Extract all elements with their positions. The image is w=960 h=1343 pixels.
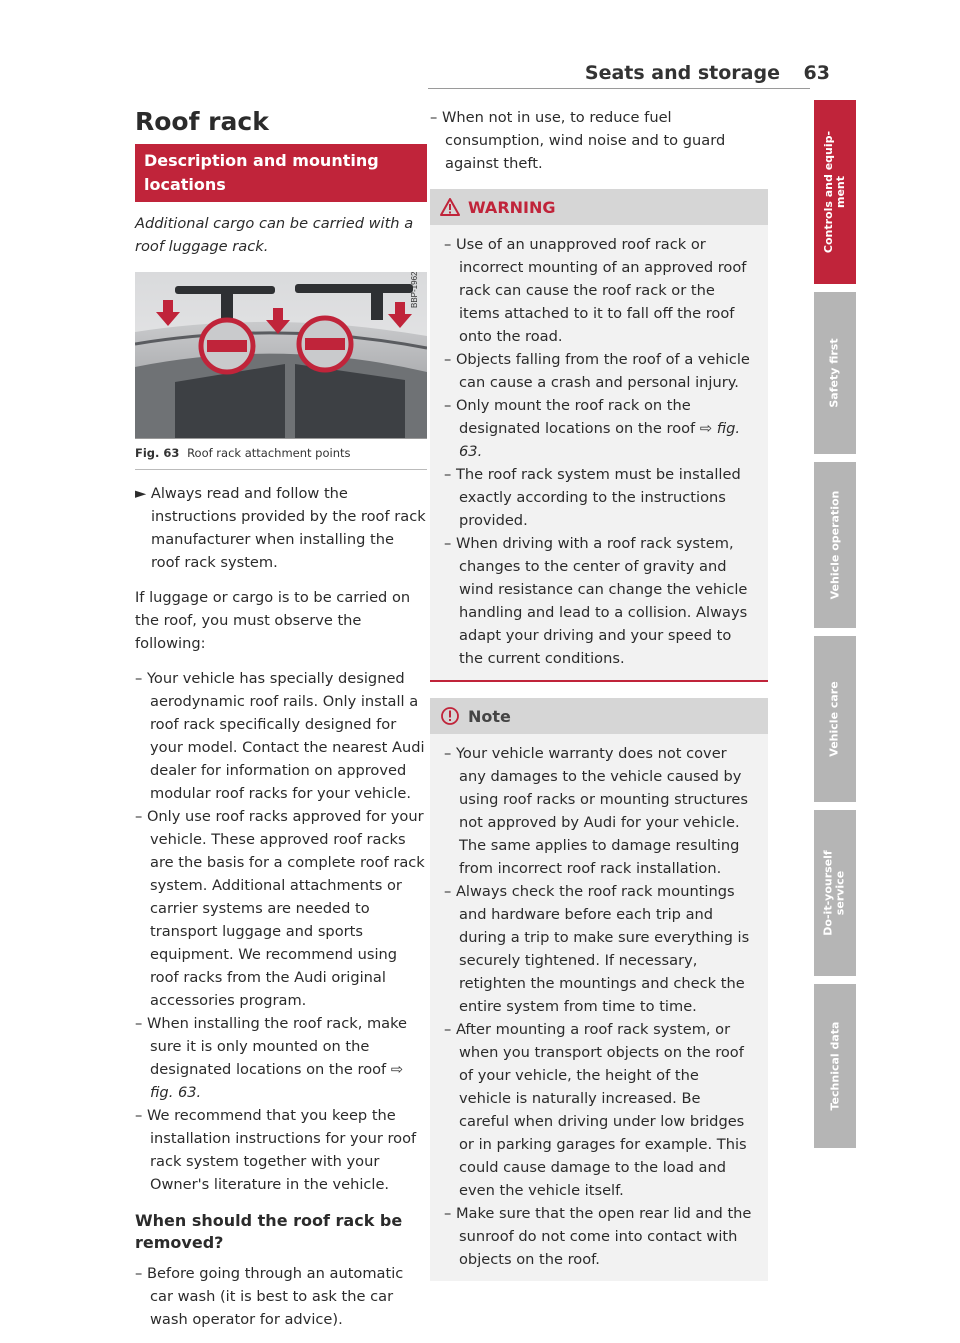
warning-box xyxy=(430,189,768,682)
chapter-tabs xyxy=(814,100,856,1156)
figure-divider xyxy=(135,469,427,470)
instruction-step-text: Always read and follow the instructions provided by the roof rack manufacturer when installing the roof rack system. xyxy=(150,485,426,571)
removal-heading: When should the roof rack be removed? xyxy=(135,1211,403,1252)
figure-caption xyxy=(135,438,427,461)
figure-caption-label: Fig. 63 xyxy=(135,446,180,460)
list-item-text: Make sure that the open rear lid and the sunroof do not come into contact with objects on the roof. xyxy=(455,1205,752,1268)
page-number: 63 xyxy=(803,62,830,84)
list-item: – Only use roof racks approved for your vehicle. These approved roof racks are the basis for a complete roof rack system. Additional attachments or carrier systems are needed to transport luggage and sports equipment. We recommend using roof racks from the Audi original accessories program. xyxy=(135,808,425,1009)
list-item: – When driving with a roof rack system, changes to the center of gravity and wind resistance can change the vehicle handling and lead to a collision. Always adapt your driving and your speed to the current conditions. xyxy=(444,535,748,667)
figure-reference-link[interactable]: ⇨ fig. 63. xyxy=(150,1061,404,1101)
list-item-text: Only use roof racks approved for your vehicle. These approved roof racks are the basis for a complete roof rack system. Additional attachments or carrier systems are needed to transport luggage and sports equipment. We recommend using roof racks from the Audi original accessories program. xyxy=(146,808,425,1009)
removal-list xyxy=(135,1262,427,1331)
list-item: – When installing the roof rack, make sure it is only mounted on the designated locations on the roof ⇨ fig. 63. xyxy=(135,1015,408,1101)
list-item-text: Your vehicle has specially designed aerodynamic roof rails. Only install a roof rack specifically designed for your model. Contact the nearest Audi dealer for information on approved modular roof racks for your vehicle. xyxy=(146,670,425,802)
tab-do-it-yourself-service[interactable] xyxy=(814,810,856,976)
list-item: – When not in use, to reduce fuel consumption, wind noise and to guard against theft. xyxy=(430,109,726,172)
guidelines-list xyxy=(135,667,427,1196)
list-item-text: When installing the roof rack, make sure it is only mounted on the designated locations on the roof xyxy=(146,1015,408,1078)
list-item: – Always check the roof rack mountings and hardware before each trip and during a trip to make sure everything is securely tightened. If necessary, retighten the mountings and check the entire system from time to time. xyxy=(444,883,750,1015)
tab-label: Technical data xyxy=(828,1021,842,1111)
note-box xyxy=(430,698,768,1281)
instruction-step: ► Always read and follow the instructions provided by the roof rack manufacturer when installing the roof rack system. xyxy=(135,485,426,571)
note-body xyxy=(430,734,768,1281)
list-item-text: After mounting a roof rack system, or when you transport objects on the roof of your vehicle, the height of the vehicle is naturally increased. Be careful when driving under low bridges or in parking garages for example. This could cause damage to the load and even the vehicle itself. xyxy=(455,1021,747,1199)
tab-technical-data[interactable] xyxy=(814,984,856,1148)
warning-list xyxy=(444,233,754,670)
warning-triangle-icon xyxy=(440,198,460,216)
note-header xyxy=(430,698,768,734)
running-header-title: Seats and storage xyxy=(584,62,780,84)
tab-label: Safety first xyxy=(828,338,842,408)
list-item: – After mounting a roof rack system, or when you transport objects on the roof of your vehicle, the height of the vehicle is naturally increased. Be careful when driving under low bridges or in parking garages for example. This could cause damage to the load and even the vehicle itself. xyxy=(444,1021,747,1199)
section-banner: Description and mounting locations xyxy=(135,144,427,202)
roof-rack-illustration xyxy=(135,272,427,438)
right-column xyxy=(430,106,768,1281)
figure-reference-link[interactable]: ⇨ fig. 63. xyxy=(459,420,741,460)
note-info-icon xyxy=(440,706,460,726)
note-label: Note xyxy=(468,706,511,726)
list-item-text: The roof rack system must be installed exactly according to the instructions provided. xyxy=(455,466,741,529)
list-item-text: Objects falling from the roof of a vehicle can cause a crash and personal injury. xyxy=(455,351,750,391)
tab-label: Vehicle operation xyxy=(828,490,841,600)
tab-vehicle-care[interactable] xyxy=(814,636,856,802)
list-item-text: When not in use, to reduce fuel consumption, wind noise and to guard against theft. xyxy=(441,109,726,172)
left-column xyxy=(135,106,427,1343)
note-list xyxy=(444,742,754,1271)
list-item: – Objects falling from the roof of a vehicle can cause a crash and personal injury. xyxy=(444,351,750,391)
tab-label: Vehicle care xyxy=(828,681,842,757)
list-item: – The roof rack system must be installed exactly according to the instructions provided. xyxy=(444,466,741,529)
list-item-text: We recommend that you keep the installation instructions for your roof rack system together with your Owner's literature in the vehicle. xyxy=(146,1107,417,1193)
intro-text: Additional cargo can be carried with a roof luggage rack. xyxy=(135,215,414,255)
warning-label: WARNING xyxy=(468,197,556,217)
tab-controls-and-equipment[interactable] xyxy=(814,100,856,284)
tab-label: Controls and equip- ment xyxy=(822,130,847,254)
roof-rack-figure xyxy=(135,272,427,438)
list-item: – We recommend that you keep the installation instructions for your roof rack system together with your Owner's literature in the vehicle. xyxy=(135,1107,417,1193)
list-item: – Your vehicle warranty does not cover any damages to the vehicle caused by using roof racks or mounting structures not approved by Audi for your vehicle. The same applies to damage resulting from incorrect roof rack installation. xyxy=(444,745,749,877)
list-item: – Before going through an automatic car wash (it is best to ask the car wash operator for advice). xyxy=(135,1265,404,1328)
warning-body xyxy=(430,225,768,680)
removal-list-continued xyxy=(430,106,768,175)
list-item-text: Always check the roof rack mountings and hardware before each trip and during a trip to make sure everything is securely tightened. If necessary, retighten the mountings and check the entire system from time to time. xyxy=(455,883,750,1015)
tab-safety-first[interactable] xyxy=(814,292,856,454)
list-item-text: When driving with a roof rack system, changes to the center of gravity and wind resistance can change the vehicle handling and lead to a collision. Always adapt your driving and your speed to the current conditions. xyxy=(455,535,748,667)
list-item-text: Use of an unapproved roof rack or incorrect mounting of an approved roof rack can cause the roof rack or the items attached to it to fall off the roof onto the road. xyxy=(455,236,747,345)
list-item: – Only mount the roof rack on the designated locations on the roof ⇨ fig. 63. xyxy=(444,397,741,460)
list-item-text: Before going through an automatic car wash (it is best to ask the car wash operator for advice). xyxy=(146,1265,404,1328)
header-rule xyxy=(428,88,810,89)
list-item-text: Only mount the roof rack on the designated locations on the roof xyxy=(455,397,696,437)
list-item: – Your vehicle has specially designed aerodynamic roof rails. Only install a roof rack specifically designed for your model. Contact the nearest Audi dealer for information on approved modular roof racks for your vehicle. xyxy=(135,670,425,802)
image-code: BBP-1962 xyxy=(410,272,419,308)
list-item: – Use of an unapproved roof rack or incorrect mounting of an approved roof rack can cause the roof rack or the items attached to it to fall off the roof onto the road. xyxy=(444,236,747,345)
lead-paragraph: If luggage or cargo is to be carried on the roof, you must observe the following: xyxy=(135,589,411,652)
section-title: Roof rack xyxy=(135,107,269,136)
tab-vehicle-operation[interactable] xyxy=(814,462,856,628)
list-item: – Make sure that the open rear lid and the sunroof do not come into contact with objects on the roof. xyxy=(444,1205,752,1268)
list-item-text: Your vehicle warranty does not cover any damages to the vehicle caused by using roof racks or mounting structures not approved by Audi for your vehicle. The same applies to damage resulting from incorrect roof rack installation. xyxy=(455,745,749,877)
warning-header xyxy=(430,189,768,225)
tab-label: Do-it-yourself service xyxy=(822,850,847,936)
figure-caption-text: Roof rack attachment points xyxy=(187,446,351,460)
